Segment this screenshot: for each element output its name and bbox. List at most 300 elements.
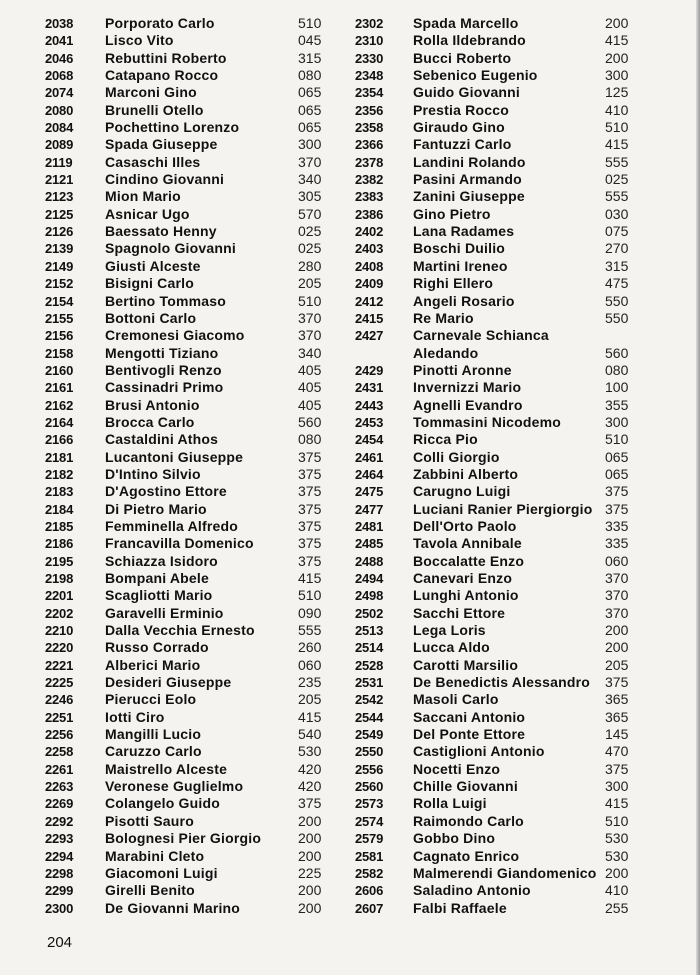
- entry-name: Del Ponte Ettore: [413, 726, 526, 743]
- entry-name: Porporato Carlo: [105, 15, 215, 31]
- entry-name: Mion Mario: [105, 188, 181, 205]
- entry-name: Pochettino Lorenzo: [105, 119, 240, 136]
- entry-name: Scagliotti Mario: [105, 587, 213, 604]
- list-item: [355, 865, 645, 882]
- entry-name: Cremonesi Giacomo: [105, 327, 245, 344]
- entry-name: Cassinadri Primo: [105, 379, 224, 396]
- entry-number: 2195: [45, 553, 74, 569]
- list-item: [45, 154, 330, 171]
- list-item: [45, 327, 330, 344]
- entry-number: 2348: [355, 68, 384, 84]
- entry-code: 300: [605, 67, 629, 84]
- entry-name: Dell'Orto Paolo: [413, 517, 517, 534]
- entry-name: Lucca Aldo: [413, 639, 490, 656]
- entry-number: 2409: [355, 276, 384, 292]
- list-item: [45, 67, 330, 84]
- entry-name: Brunelli Otello: [105, 101, 204, 118]
- list-item: [45, 362, 330, 379]
- entry-name: Asnicar Ugo: [105, 205, 190, 222]
- entry-code: 370: [605, 587, 629, 604]
- entry-number: 2251: [45, 709, 74, 725]
- entry-name: Marabini Cleto: [105, 847, 205, 864]
- entry-number: 2382: [355, 172, 384, 188]
- entry-name: Invernizzi Mario: [413, 379, 522, 396]
- entry-number: 2089: [45, 137, 74, 153]
- entry-name: Carnevale Schianca: [413, 327, 549, 344]
- entry-number: 2123: [45, 189, 74, 205]
- entry-code: 375: [605, 674, 629, 691]
- list-item: [355, 761, 645, 778]
- list-item: [355, 518, 645, 535]
- entry-name: Iotti Ciro: [105, 708, 165, 725]
- entry-number: 2542: [355, 692, 384, 708]
- entry-name: Cindino Giovanni: [105, 171, 225, 188]
- entry-number: 2185: [45, 518, 74, 534]
- entry-code: 415: [298, 570, 322, 586]
- list-item: [45, 483, 330, 500]
- entry-name: Masoli Carlo: [413, 691, 499, 708]
- list-item: [355, 570, 645, 587]
- list-item: [355, 171, 645, 188]
- entry-code: 375: [298, 517, 322, 534]
- entry-name: Boccalatte Enzo: [413, 552, 525, 569]
- list-item: [45, 795, 330, 812]
- list-item: [45, 674, 330, 691]
- list-item: [45, 32, 330, 49]
- entry-number: 2183: [45, 484, 74, 500]
- entry-code: 340: [298, 171, 322, 188]
- entry-number: 2485: [355, 536, 384, 552]
- entry-code: 420: [298, 760, 322, 777]
- list-item: [355, 501, 645, 518]
- list-item: [45, 293, 330, 310]
- entry-number: 2084: [45, 120, 74, 136]
- entry-code: 260: [298, 639, 322, 656]
- entry-code: 375: [605, 500, 629, 517]
- list-item: [355, 119, 645, 136]
- entry-code: 540: [298, 726, 322, 743]
- entry-code: 420: [298, 778, 322, 795]
- entry-code: 355: [605, 396, 629, 413]
- entry-number: 2154: [45, 293, 74, 309]
- list-item: [355, 657, 645, 674]
- list-item: [355, 84, 645, 101]
- entry-number: 2046: [45, 50, 74, 66]
- entry-name: Bolognesi Pier Giorgio: [105, 830, 262, 847]
- list-item: [45, 15, 330, 32]
- list-item: [45, 882, 330, 899]
- entry-code: 060: [605, 552, 629, 569]
- entry-number: 2160: [45, 362, 74, 378]
- entry-name: Francavilla Domenico: [105, 535, 254, 552]
- entry-code: 375: [298, 448, 322, 465]
- entry-number: 2080: [45, 102, 74, 118]
- entry-name: De Benedictis Alessandro: [413, 674, 591, 691]
- entry-code: 200: [298, 882, 322, 899]
- entry-code: 415: [605, 795, 629, 812]
- list-item: [355, 553, 645, 570]
- entry-number: 2149: [45, 258, 74, 274]
- list-item: [45, 553, 330, 570]
- entry-number: 2475: [355, 484, 384, 500]
- entry-name: Garavelli Erminio: [105, 604, 224, 621]
- list-item: [355, 449, 645, 466]
- entry-number: 2427: [355, 328, 384, 344]
- entry-code: 470: [605, 743, 629, 760]
- entry-code: 560: [298, 413, 322, 430]
- entry-number: 2514: [355, 640, 384, 656]
- entry-code: 530: [298, 743, 322, 760]
- entry-name: Casaschi Illes: [105, 153, 201, 170]
- list-item: [355, 258, 645, 275]
- entry-name: Giacomoni Luigi: [105, 864, 218, 881]
- list-item: [45, 345, 330, 362]
- list-item: [355, 795, 645, 812]
- entry-name: Malmerendi Giandomenico: [413, 864, 597, 881]
- entry-number: 2068: [45, 68, 74, 84]
- entry-number: 2210: [45, 623, 74, 639]
- entry-code: 335: [605, 535, 629, 552]
- entry-name: Righi Ellero: [413, 275, 494, 292]
- entry-name: Raimondo Carlo: [413, 812, 524, 829]
- entry-number: 2121: [45, 172, 74, 188]
- entry-number: 2161: [45, 380, 74, 396]
- entry-number: 2560: [355, 779, 384, 795]
- entry-name: Spagnolo Giovanni: [105, 240, 236, 257]
- entry-code: 255: [605, 899, 629, 916]
- entry-code: 205: [298, 691, 322, 708]
- list-item: [355, 50, 645, 67]
- entry-number: 2408: [355, 258, 384, 274]
- entry-number: 2488: [355, 553, 384, 569]
- entry-name: Rolla Luigi: [413, 795, 487, 812]
- entry-code: 375: [298, 483, 322, 500]
- list-item: [355, 414, 645, 431]
- entry-number: 2550: [355, 744, 384, 760]
- entry-code: 315: [605, 257, 629, 274]
- entry-code: 370: [298, 327, 322, 344]
- entry-name: Bentivogli Renzo: [105, 361, 222, 378]
- entry-code: 415: [605, 136, 629, 153]
- entry-code: 205: [605, 656, 629, 673]
- entry-code: 370: [605, 604, 629, 621]
- entry-number: 2354: [355, 85, 384, 101]
- entry-number: 2074: [45, 85, 74, 101]
- entry-number: 2378: [355, 154, 384, 170]
- entry-name: Colangelo Guido: [105, 795, 220, 812]
- entry-code: 065: [298, 84, 322, 101]
- entry-number: 2403: [355, 241, 384, 257]
- entry-name: Ricca Pio: [413, 431, 478, 448]
- entry-number: 2310: [355, 33, 384, 49]
- entry-number: 2574: [355, 813, 384, 829]
- entry-name: Russo Corrado: [105, 639, 209, 656]
- entry-number: 2246: [45, 692, 74, 708]
- entry-name: Zabbini Alberto: [413, 465, 519, 482]
- entry-name: Fantuzzi Carlo: [413, 136, 512, 153]
- list-item: [45, 778, 330, 795]
- left-column: [45, 15, 330, 917]
- list-item: [45, 761, 330, 778]
- entry-code: 025: [298, 223, 322, 240]
- entry-name: Gobbo Dino: [413, 830, 496, 847]
- list-item: [355, 813, 645, 830]
- entry-name: Dalla Vecchia Ernesto: [105, 622, 255, 639]
- list-item: [45, 691, 330, 708]
- entry-number: 2182: [45, 466, 74, 482]
- entry-code: 570: [298, 205, 322, 222]
- entry-number: 2181: [45, 449, 74, 465]
- entry-number: 2302: [355, 16, 384, 31]
- entry-number: 2531: [355, 675, 384, 691]
- entry-code: 340: [298, 344, 322, 361]
- entry-code: 375: [605, 760, 629, 777]
- entry-number: 2126: [45, 224, 74, 240]
- entry-number: 2502: [355, 605, 384, 621]
- entry-number: 2041: [45, 33, 74, 49]
- entry-number: 2186: [45, 536, 74, 552]
- entry-code: 555: [605, 153, 629, 170]
- entry-code: 365: [605, 691, 629, 708]
- entry-code: 080: [298, 67, 322, 84]
- entry-name: Pasini Armando: [413, 171, 522, 188]
- entry-name: Alberici Mario: [105, 656, 201, 673]
- entry-name: Tommasini Nicodemo: [413, 413, 562, 430]
- entry-number: 2300: [45, 900, 74, 916]
- list-item: [355, 310, 645, 327]
- list-item: [45, 449, 330, 466]
- entry-code: 080: [605, 361, 629, 378]
- entry-code: 315: [298, 49, 322, 66]
- entry-name: Marconi Gino: [105, 84, 197, 101]
- entry-name: Femminella Alfredo: [105, 517, 238, 534]
- entry-code: 200: [298, 812, 322, 829]
- entry-number: 2038: [45, 16, 74, 31]
- entry-number: 2292: [45, 813, 74, 829]
- entry-number: 2158: [45, 345, 74, 361]
- entry-code: 075: [605, 223, 629, 240]
- entry-code: 530: [605, 830, 629, 847]
- entry-name: Luciani Ranier Piergiorgio: [413, 500, 593, 517]
- entry-code: 550: [605, 292, 629, 309]
- entry-name: D'Agostino Ettore: [105, 483, 227, 500]
- entry-number: 2156: [45, 328, 74, 344]
- entry-number: 2454: [355, 432, 384, 448]
- entry-code: 205: [298, 275, 322, 292]
- entry-code: 045: [298, 32, 322, 49]
- entry-number: 2412: [355, 293, 384, 309]
- entry-name: Nocetti Enzo: [413, 760, 501, 777]
- list-item: [45, 587, 330, 604]
- entry-number: 2356: [355, 102, 384, 118]
- entry-number: 2579: [355, 831, 384, 847]
- list-item: [45, 605, 330, 622]
- right-column: [355, 15, 645, 917]
- entry-name: Angeli Rosario: [413, 292, 515, 309]
- entry-name: Saccani Antonio: [413, 708, 526, 725]
- list-item: [355, 15, 645, 32]
- entry-code: 100: [605, 379, 629, 396]
- entry-code: 375: [298, 552, 322, 569]
- entry-number: 2573: [355, 796, 384, 812]
- list-item: [355, 362, 645, 379]
- list-item: [45, 466, 330, 483]
- entry-code: 560: [605, 344, 629, 361]
- list-item: [45, 743, 330, 760]
- list-item: [45, 535, 330, 552]
- entry-name: D'Intino Silvio: [105, 465, 201, 482]
- entry-number: 2225: [45, 675, 74, 691]
- entry-number: 2607: [355, 900, 384, 916]
- entry-code: 405: [298, 379, 322, 396]
- entry-number: 2358: [355, 120, 384, 136]
- list-item: [355, 900, 645, 917]
- entry-code: 200: [605, 49, 629, 66]
- entry-number: 2202: [45, 605, 74, 621]
- entry-name: Gino Pietro: [413, 205, 491, 222]
- list-item: [355, 102, 645, 119]
- entry-number: 2415: [355, 310, 384, 326]
- entry-name: Mengotti Tiziano: [105, 344, 219, 361]
- entry-name: Maistrello Alceste: [105, 760, 228, 777]
- list-item: [45, 119, 330, 136]
- entry-code: 510: [298, 15, 322, 31]
- entry-name: Mangilli Lucio: [105, 726, 202, 743]
- entry-number: 2258: [45, 744, 74, 760]
- entry-name: Prestia Rocco: [413, 101, 509, 118]
- entry-name: Spada Giuseppe: [105, 136, 218, 153]
- entry-code: 125: [605, 84, 629, 101]
- entry-code: 060: [298, 656, 322, 673]
- entry-number: 2298: [45, 865, 74, 881]
- entry-name: Carugno Luigi: [413, 483, 511, 500]
- list-item: [45, 622, 330, 639]
- list-item: [355, 622, 645, 639]
- entry-name: Colli Giorgio: [413, 448, 500, 465]
- list-item: [45, 570, 330, 587]
- list-item: [45, 813, 330, 830]
- entry-code: 335: [605, 517, 629, 534]
- entry-code: 555: [605, 188, 629, 205]
- entry-name: Bertino Tommaso: [105, 292, 226, 309]
- entry-name: Spada Marcello: [413, 15, 519, 31]
- entry-number: 2256: [45, 727, 74, 743]
- entry-number: 2431: [355, 380, 384, 396]
- list-item: [45, 240, 330, 257]
- entry-code: 300: [605, 778, 629, 795]
- entry-code: 555: [298, 622, 322, 639]
- entry-code: 235: [298, 674, 322, 691]
- entry-name: Zanini Giuseppe: [413, 188, 525, 205]
- entry-code: 410: [605, 882, 629, 899]
- entry-number: 2152: [45, 276, 74, 292]
- list-item: [355, 466, 645, 483]
- entry-name: Bucci Roberto: [413, 49, 512, 66]
- entry-name: Lisco Vito: [105, 32, 174, 49]
- entry-name: Cagnato Enrico: [413, 847, 520, 864]
- entry-number: 2166: [45, 432, 74, 448]
- entry-code: 200: [605, 864, 629, 881]
- entry-number: 2330: [355, 50, 384, 66]
- list-item: [45, 657, 330, 674]
- list-item: [355, 188, 645, 205]
- entry-code: 510: [298, 292, 322, 309]
- list-item: [45, 275, 330, 292]
- entry-code: 025: [605, 171, 629, 188]
- entry-code: 370: [605, 570, 629, 586]
- list-item: [45, 639, 330, 656]
- entry-number: 2544: [355, 709, 384, 725]
- entry-number: 2464: [355, 466, 384, 482]
- entry-code: 510: [605, 812, 629, 829]
- entry-name: Giraudo Gino: [413, 119, 505, 136]
- entry-name: Bisigni Carlo: [105, 275, 194, 292]
- entry-name: Landini Rolando: [413, 153, 526, 170]
- entry-name: Desideri Giuseppe: [105, 674, 232, 691]
- entry-name: Aledando: [413, 344, 479, 361]
- list-item: [45, 50, 330, 67]
- list-item: [355, 223, 645, 240]
- list-item: [355, 639, 645, 656]
- entry-number: 2164: [45, 414, 74, 430]
- entry-code: 510: [298, 587, 322, 604]
- entry-number: 2429: [355, 362, 384, 378]
- entry-name: Lunghi Antonio: [413, 587, 519, 604]
- list-item: [355, 743, 645, 760]
- list-item: [355, 431, 645, 448]
- entry-name: Canevari Enzo: [413, 570, 513, 586]
- entry-code: 365: [605, 708, 629, 725]
- entry-name: Bompani Abele: [105, 570, 209, 586]
- entry-code: 080: [298, 431, 322, 448]
- entry-code: 225: [298, 864, 322, 881]
- entry-number: 2119: [45, 154, 73, 170]
- entry-name: Brusi Antonio: [105, 396, 200, 413]
- list-item: [355, 345, 645, 362]
- entry-name: Lucantoni Giuseppe: [105, 448, 244, 465]
- list-item: [45, 171, 330, 188]
- entry-name: Pinotti Aronne: [413, 361, 512, 378]
- entry-name: Rebuttini Roberto: [105, 49, 227, 66]
- entry-code: 375: [298, 535, 322, 552]
- list-item: [355, 397, 645, 414]
- entry-code: 200: [298, 847, 322, 864]
- entry-name: Schiazza Isidoro: [105, 552, 218, 569]
- list-item: [45, 518, 330, 535]
- list-item: [355, 240, 645, 257]
- list-item: [45, 709, 330, 726]
- list-item: [355, 483, 645, 500]
- entry-name: Martini Ireneo: [413, 257, 508, 274]
- entry-code: 375: [298, 465, 322, 482]
- entry-code: 410: [605, 101, 629, 118]
- entry-code: 025: [298, 240, 322, 257]
- entry-code: 405: [298, 361, 322, 378]
- list-item: [45, 379, 330, 396]
- entry-code: 145: [605, 726, 629, 743]
- list-item: [45, 258, 330, 275]
- entry-code: 200: [298, 899, 322, 916]
- entry-code: 550: [605, 309, 629, 326]
- entry-code: 090: [298, 604, 322, 621]
- entry-code: 375: [298, 500, 322, 517]
- list-item: [355, 535, 645, 552]
- entry-number: 2184: [45, 501, 74, 517]
- page-number: 204: [47, 934, 73, 951]
- entry-code: 405: [298, 396, 322, 413]
- list-item: [45, 431, 330, 448]
- entry-name: Boschi Duilio: [413, 240, 506, 257]
